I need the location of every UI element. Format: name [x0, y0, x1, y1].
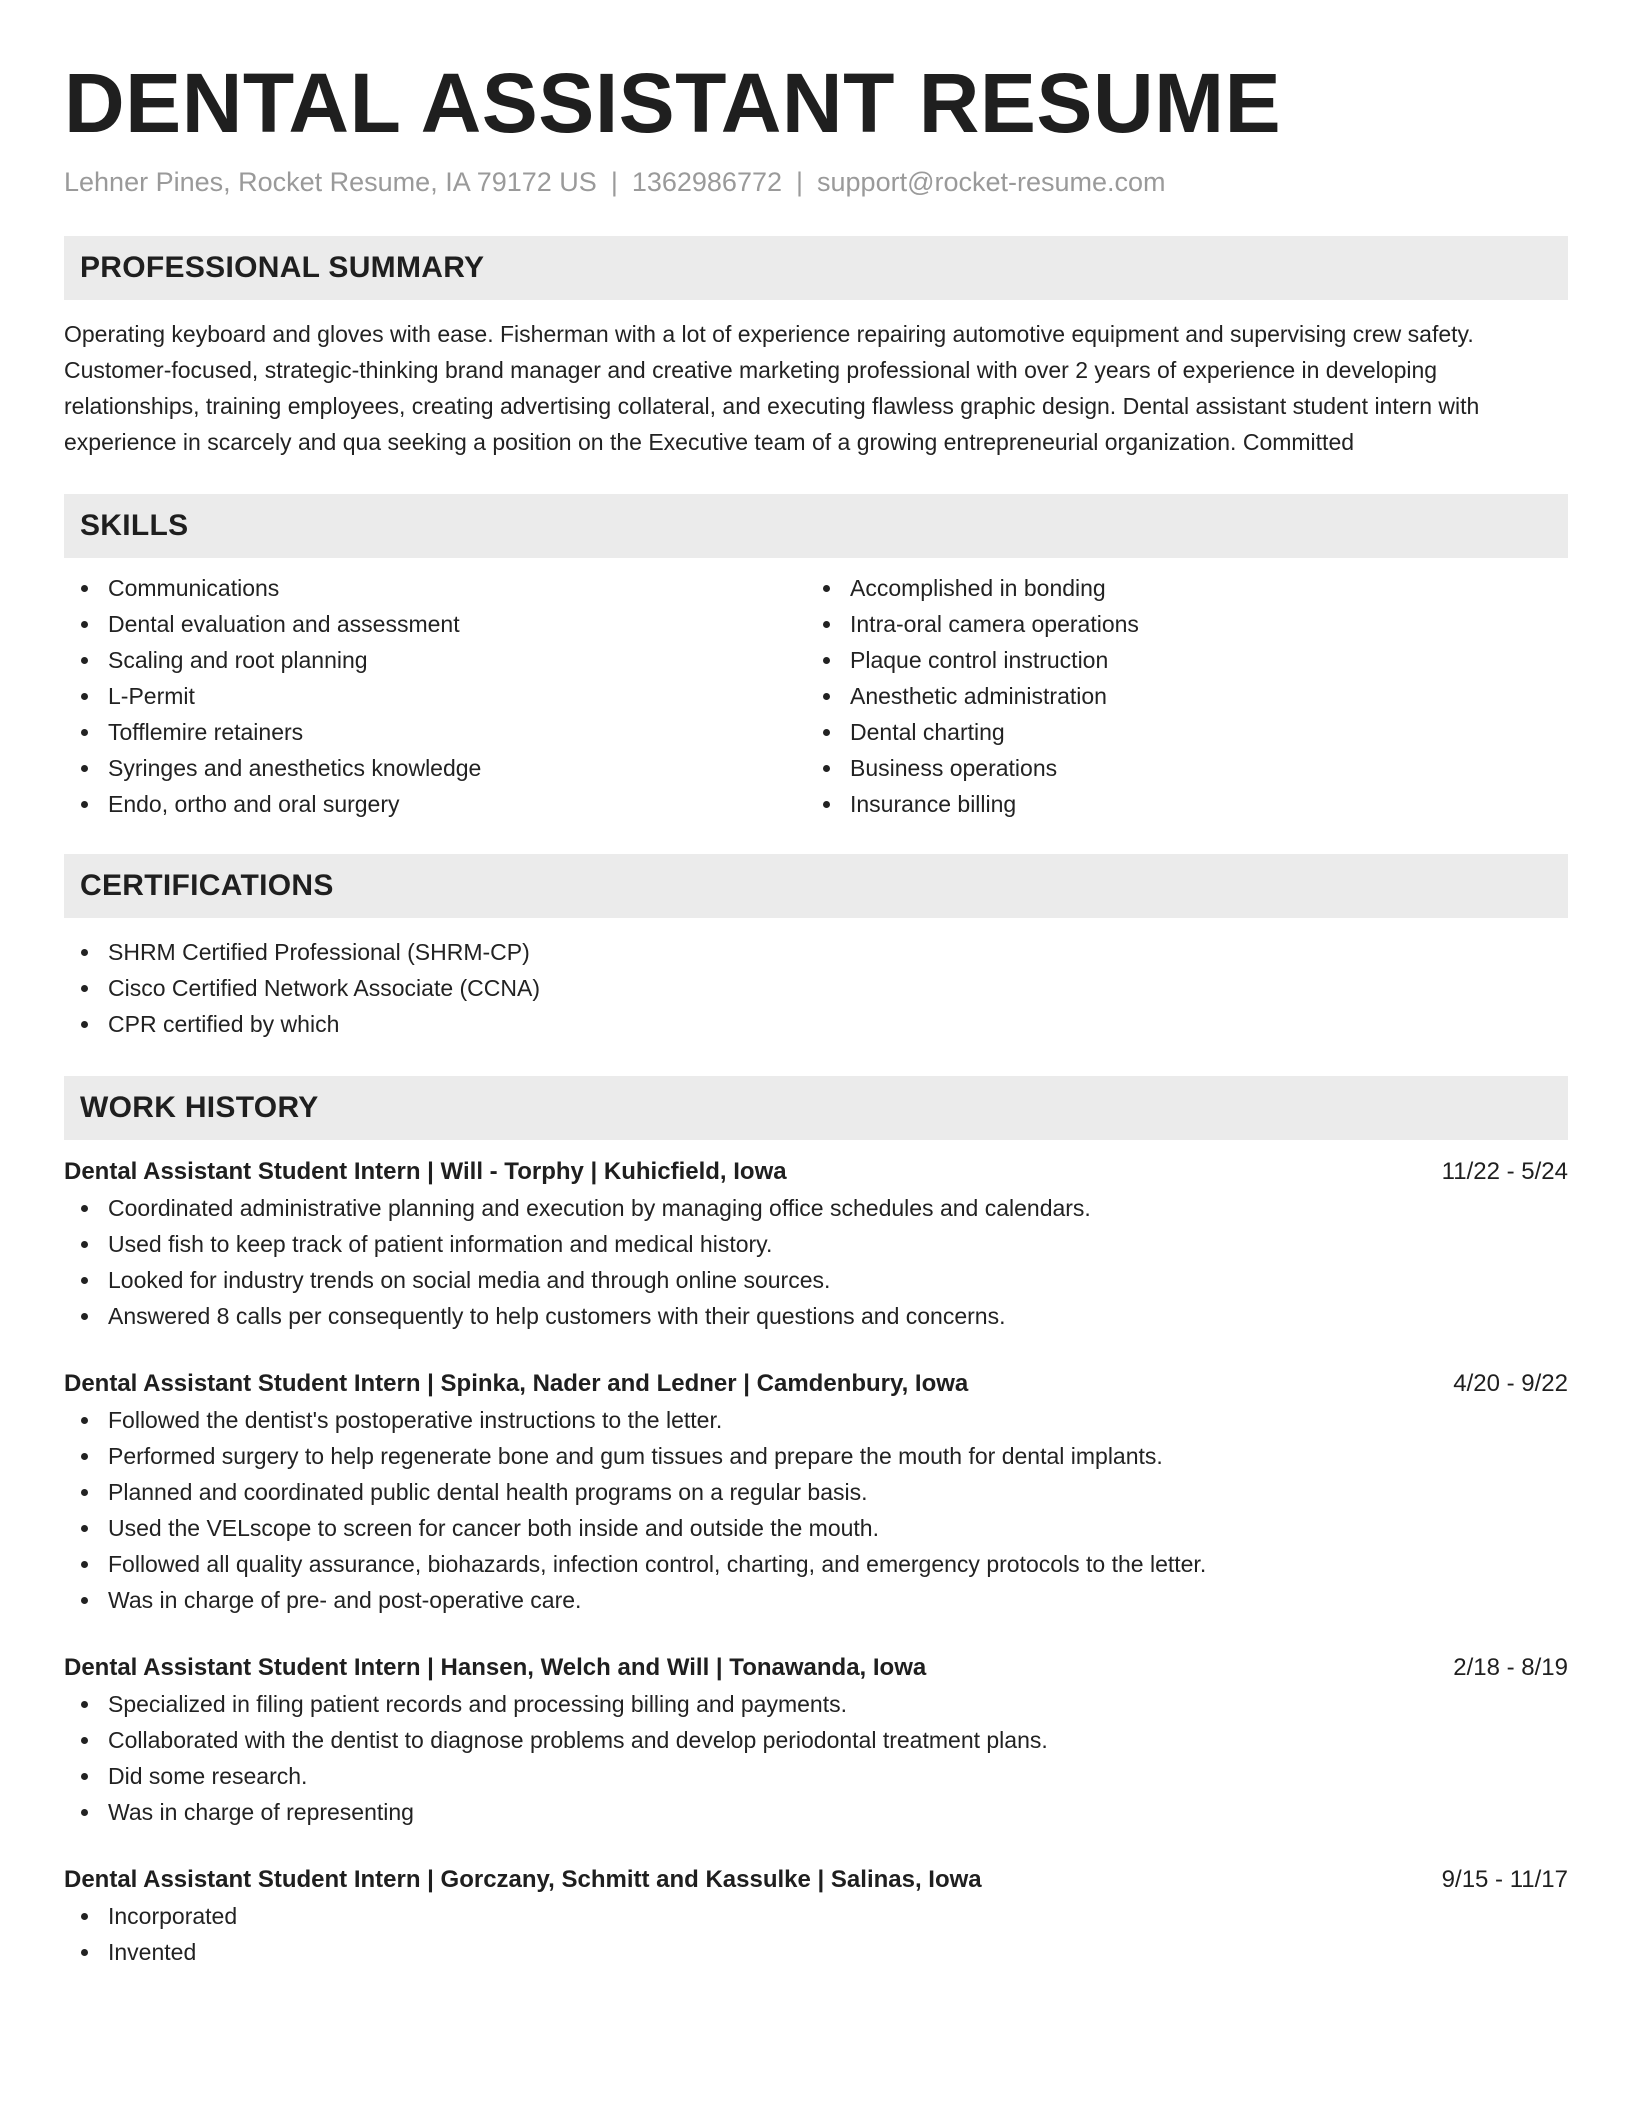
skill-item: Business operations — [806, 750, 1548, 786]
skill-item: Scaling and root planning — [64, 642, 806, 678]
skill-item: Plaque control instruction — [806, 642, 1548, 678]
skill-item: Dental evaluation and assessment — [64, 606, 806, 642]
job-bullets — [64, 1898, 1568, 1970]
resume-page — [64, 48, 1568, 1970]
job-bullet: Incorporated — [64, 1898, 1568, 1934]
contact-separator: | — [796, 167, 804, 197]
certification-item: SHRM Certified Professional (SHRM-CP) — [64, 934, 1568, 970]
certification-item: Cisco Certified Network Associate (CCNA) — [64, 970, 1568, 1006]
skill-item: L-Permit — [64, 678, 806, 714]
job-title: Dental Assistant Student Intern | Gorczany, Schmitt and Kassulke | Salinas, Iowa — [64, 1866, 982, 1893]
skills-list-left — [64, 570, 806, 822]
job-bullet: Looked for industry trends on social media and through online sources. — [64, 1262, 1568, 1298]
summary-text: Operating keyboard and gloves with ease. Fisherman with a lot of experience repairing automotive equipment and supervising crew safety. Customer-focused, strategic-thinking brand manager and creative marketing professional with over 2 years of experience in developing relationships, training employees, creating advertising collateral, and executing flawless graphic design. Dental assistant student intern with experience in scarcely and qua seeking a position on the Executive team of a growing entrepreneurial organization. Committed — [64, 321, 1480, 455]
contact-line — [64, 162, 1568, 202]
job-bullet: Did some research. — [64, 1758, 1568, 1794]
contact-address: Lehner Pines, Rocket Resume, IA 79172 US — [64, 167, 597, 197]
skill-item: Endo, ortho and oral surgery — [64, 786, 806, 822]
skills-grid — [64, 570, 1568, 822]
contact-email[interactable]: support@rocket-resume.com — [817, 167, 1166, 197]
job-bullets — [64, 1190, 1568, 1334]
skill-item: Accomplished in bonding — [806, 570, 1548, 606]
job-header — [64, 1862, 1568, 1898]
contact-phone: 1362986772 — [631, 167, 782, 197]
job-dates: 11/22 - 5/24 — [1441, 1158, 1568, 1185]
resume-title: DENTAL ASSISTANT RESUME — [64, 56, 1282, 150]
job-entry — [64, 1154, 1568, 1334]
section-header-certifications: CERTIFICATIONS — [64, 854, 1568, 918]
job-bullet: Coordinated administrative planning and execution by managing office schedules and calendars. — [64, 1190, 1568, 1226]
skill-item: Communications — [64, 570, 806, 606]
job-bullets — [64, 1686, 1568, 1830]
job-bullet: Performed surgery to help regenerate bone and gum tissues and prepare the mouth for dental implants. — [64, 1438, 1568, 1474]
job-bullet: Followed the dentist's postoperative instructions to the letter. — [64, 1402, 1568, 1438]
skill-item: Tofflemire retainers — [64, 714, 806, 750]
job-title: Dental Assistant Student Intern | Will - Torphy | Kuhicfield, Iowa — [64, 1158, 787, 1185]
job-bullet: Followed all quality assurance, biohazards, infection control, charting, and emergency protocols to the letter. — [64, 1546, 1568, 1582]
job-dates: 4/20 - 9/22 — [1453, 1370, 1568, 1397]
job-bullets — [64, 1402, 1568, 1618]
skill-item: Intra-oral camera operations — [806, 606, 1548, 642]
job-bullet: Used the VELscope to screen for cancer both inside and outside the mouth. — [64, 1510, 1568, 1546]
job-header — [64, 1154, 1568, 1190]
job-bullet: Answered 8 calls per consequently to help customers with their questions and concerns. — [64, 1298, 1568, 1334]
job-bullet: Collaborated with the dentist to diagnose problems and develop periodontal treatment plans. — [64, 1722, 1568, 1758]
job-header — [64, 1650, 1568, 1686]
skill-item: Syringes and anesthetics knowledge — [64, 750, 806, 786]
job-bullet: Invented — [64, 1934, 1568, 1970]
job-entry — [64, 1862, 1568, 1970]
job-header — [64, 1366, 1568, 1402]
job-title: Dental Assistant Student Intern | Hansen, Welch and Will | Tonawanda, Iowa — [64, 1654, 927, 1681]
job-bullet: Was in charge of representing — [64, 1794, 1568, 1830]
section-header-summary: PROFESSIONAL SUMMARY — [64, 236, 1568, 300]
job-entry — [64, 1366, 1568, 1618]
skill-item: Anesthetic administration — [806, 678, 1548, 714]
section-header-skills: SKILLS — [64, 494, 1568, 558]
contact-separator: | — [610, 167, 618, 197]
skill-item: Dental charting — [806, 714, 1548, 750]
certification-item: CPR certified by which — [64, 1006, 1568, 1042]
job-bullet: Planned and coordinated public dental health programs on a regular basis. — [64, 1474, 1568, 1510]
job-bullet: Used fish to keep track of patient information and medical history. — [64, 1226, 1568, 1262]
job-dates: 2/18 - 8/19 — [1453, 1654, 1568, 1681]
job-dates: 9/15 - 11/17 — [1441, 1866, 1568, 1893]
skills-list-right — [806, 570, 1548, 822]
job-bullet: Was in charge of pre- and post-operative care. — [64, 1582, 1568, 1618]
section-header-work-history: WORK HISTORY — [64, 1076, 1568, 1140]
certifications-list — [64, 934, 1568, 1042]
job-title: Dental Assistant Student Intern | Spinka, Nader and Ledner | Camdenbury, Iowa — [64, 1370, 969, 1397]
job-entry — [64, 1650, 1568, 1830]
job-bullet: Specialized in filing patient records and processing billing and payments. — [64, 1686, 1568, 1722]
skill-item: Insurance billing — [806, 786, 1548, 822]
